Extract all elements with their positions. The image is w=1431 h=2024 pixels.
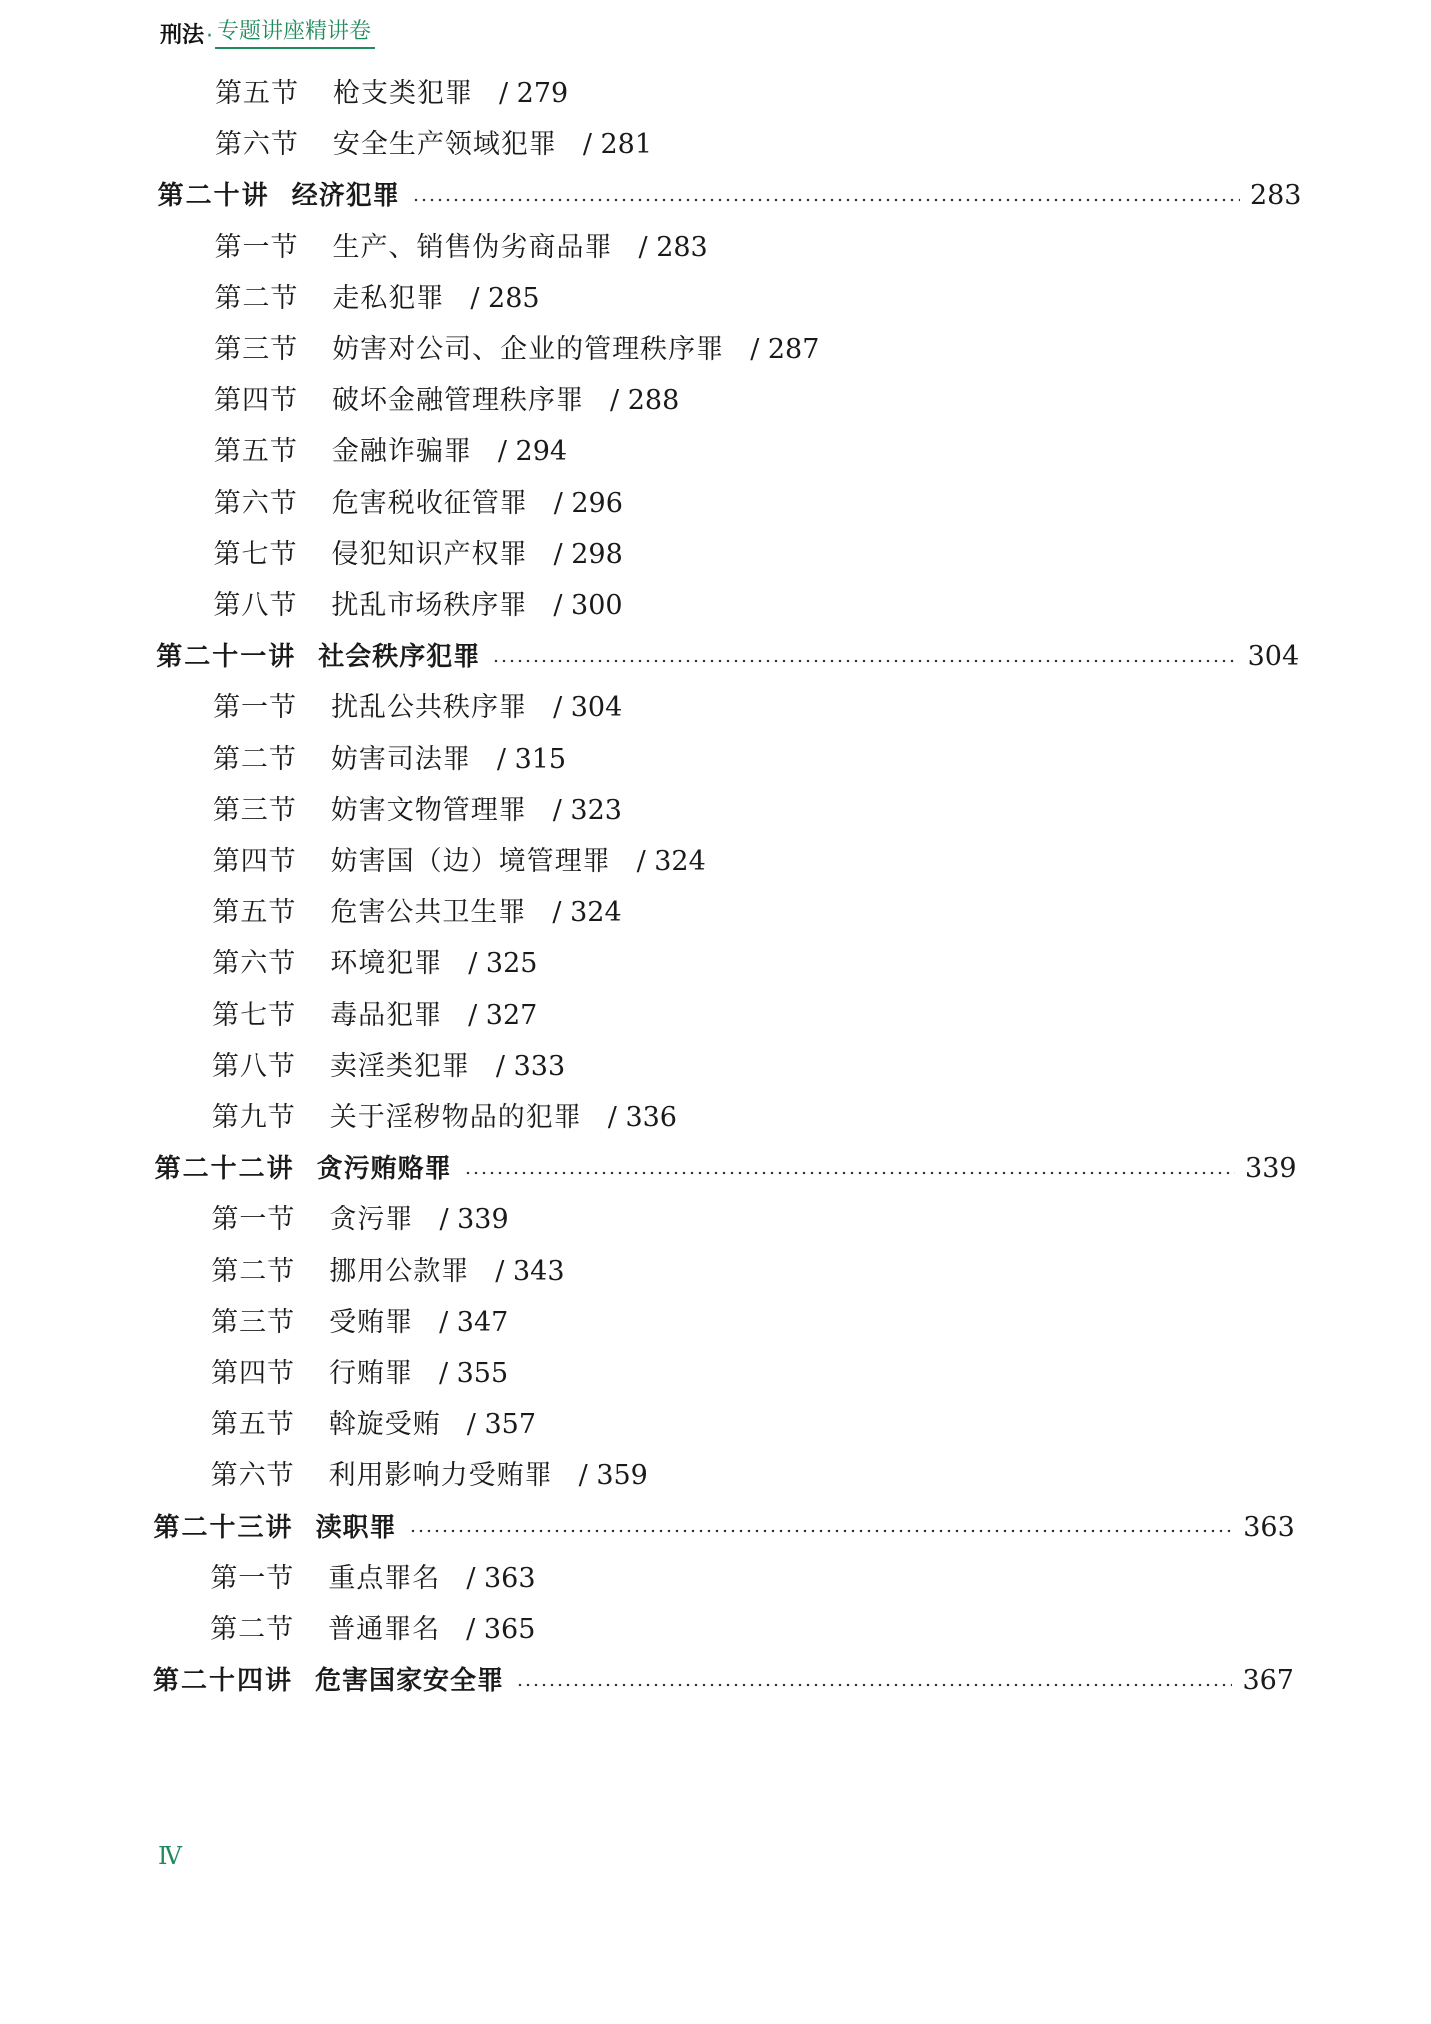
lecture-page-number: 304: [1247, 641, 1300, 673]
section-page-number: / 359: [578, 1460, 648, 1492]
section-title: 危害公共卫生罪: [330, 897, 527, 929]
toc-section-row[interactable]: [214, 336, 819, 363]
toc-section-row[interactable]: [212, 897, 622, 929]
section-title: 利用影响力受贿罪: [328, 1460, 553, 1492]
section-page-number: / 283: [638, 231, 708, 263]
section-title: 妨害国（边）境管理罪: [330, 846, 611, 877]
lecture-title: 渎职罪: [315, 1512, 397, 1543]
section-label: 第五节: [215, 78, 299, 109]
toc-lecture-row[interactable]: [156, 641, 1300, 673]
toc-lecture-row[interactable]: [157, 180, 1302, 212]
dot-leader: [464, 1171, 1235, 1175]
header-separator: ·: [206, 24, 214, 49]
toc-section-row[interactable]: [212, 794, 622, 826]
section-label: 第二节: [214, 282, 299, 314]
section-page-number: / 315: [496, 743, 567, 775]
section-page-number: / 347: [439, 1306, 509, 1338]
section-title: 关于淫秽物品的犯罪: [329, 1102, 582, 1133]
dot-leader: [516, 1683, 1232, 1687]
toc-section-row[interactable]: [213, 538, 623, 570]
toc-section-row[interactable]: [215, 80, 568, 107]
section-page-number: / 343: [495, 1255, 565, 1287]
toc-section-row[interactable]: [213, 592, 622, 619]
toc-section-row[interactable]: [210, 1409, 537, 1441]
section-title: 重点罪名: [328, 1562, 441, 1594]
section-title: 金融诈骗罪: [331, 436, 472, 468]
section-title: 妨害对公司、企业的管理秩序罪: [332, 334, 725, 365]
section-label: 第四节: [210, 1358, 295, 1389]
lecture-title: 危害国家安全罪: [315, 1666, 505, 1697]
dot-leader: [412, 198, 1240, 202]
section-label: 第一节: [213, 692, 298, 724]
lecture-label: 第二十三讲: [153, 1512, 294, 1543]
section-title: 环境犯罪: [330, 948, 443, 980]
section-title: 受贿罪: [329, 1306, 414, 1338]
section-title: 卖淫类犯罪: [329, 1050, 470, 1082]
section-title: 斡旋受贿: [328, 1409, 441, 1441]
series-title: 专题讲座精讲卷: [215, 14, 375, 49]
section-label: 第七节: [212, 999, 297, 1031]
section-label: 第八节: [213, 590, 298, 621]
section-page-number: / 324: [636, 846, 706, 877]
section-title: 扰乱公共秩序罪: [331, 692, 528, 724]
toc-lecture-row[interactable]: [153, 1511, 1295, 1543]
section-page-number: / 304: [553, 692, 623, 724]
section-label: 第一节: [211, 1204, 296, 1236]
section-label: 第六节: [214, 129, 299, 161]
section-title: 生产、销售伪劣商品罪: [332, 231, 613, 263]
section-title: 侵犯知识产权罪: [331, 538, 528, 570]
section-label: 第六节: [212, 948, 297, 980]
toc-lecture-row[interactable]: [154, 1153, 1297, 1185]
lecture-title: 贪污贿赂罪: [316, 1154, 452, 1185]
lecture-page-number: 339: [1245, 1153, 1297, 1185]
section-page-number: / 324: [552, 897, 622, 929]
lecture-page-number: 367: [1242, 1665, 1294, 1697]
section-page-number: / 327: [468, 999, 538, 1031]
section-label: 第八节: [211, 1050, 296, 1082]
section-label: 第三节: [211, 1306, 296, 1338]
lecture-title: 经济犯罪: [291, 181, 400, 212]
lecture-label: 第二十讲: [157, 181, 270, 212]
toc-section-row[interactable]: [210, 1562, 536, 1594]
section-title: 行贿罪: [328, 1358, 413, 1389]
section-title: 扰乱市场秩序罪: [331, 590, 528, 621]
section-label: 第五节: [212, 897, 297, 929]
running-header: [160, 14, 375, 49]
dot-leader: [492, 659, 1237, 663]
section-label: 第六节: [213, 487, 298, 519]
section-title: 安全生产领域犯罪: [332, 129, 557, 161]
section-page-number: / 281: [582, 129, 653, 161]
toc-section-row[interactable]: [214, 231, 708, 263]
lecture-label: 第二十四讲: [153, 1666, 294, 1697]
section-page-number: / 287: [750, 334, 820, 365]
section-page-number: / 363: [466, 1562, 536, 1594]
toc-section-row[interactable]: [211, 1360, 508, 1387]
section-label: 第五节: [213, 436, 298, 468]
section-page-number: / 323: [552, 794, 622, 826]
section-label: 第四节: [214, 385, 299, 417]
section-label: 第七节: [213, 538, 298, 570]
toc-section-row[interactable]: [213, 848, 706, 875]
section-page-number: / 355: [438, 1358, 509, 1389]
section-label: 第一节: [210, 1562, 295, 1594]
section-page-number: / 279: [499, 78, 569, 109]
toc-section-row[interactable]: [212, 1104, 677, 1131]
section-title: 枪支类犯罪: [333, 78, 473, 109]
lecture-label: 第二十一讲: [156, 642, 297, 673]
section-title: 危害税收征管罪: [331, 487, 528, 519]
toc-section-row[interactable]: [212, 999, 538, 1031]
toc-section-row[interactable]: [213, 436, 568, 468]
toc-section-row[interactable]: [210, 1616, 535, 1643]
toc-section-row[interactable]: [210, 1460, 648, 1492]
lecture-label: 第二十二讲: [154, 1154, 295, 1185]
lecture-page-number: 363: [1243, 1511, 1295, 1543]
toc-section-row[interactable]: [213, 487, 623, 519]
section-page-number: / 294: [497, 436, 568, 468]
section-title: 贪污罪: [329, 1204, 414, 1236]
section-label: 第五节: [210, 1409, 295, 1441]
section-label: 第三节: [214, 334, 299, 365]
toc-section-row[interactable]: [212, 948, 538, 980]
section-title: 破坏金融管理秩序罪: [332, 385, 585, 417]
section-label: 第九节: [211, 1102, 296, 1133]
book-title: 刑法: [160, 23, 205, 48]
page-folio: Ⅳ: [158, 1842, 182, 1870]
section-title: 妨害文物管理罪: [330, 794, 527, 826]
section-page-number: / 288: [610, 385, 680, 417]
section-title: 挪用公款罪: [329, 1255, 470, 1287]
toc-section-row[interactable]: [211, 1050, 566, 1082]
section-label: 第四节: [212, 846, 297, 877]
section-page-number: / 325: [468, 948, 538, 980]
toc-section-row[interactable]: [214, 129, 653, 161]
toc-section-row[interactable]: [212, 743, 567, 775]
toc-section-row[interactable]: [214, 385, 680, 417]
toc-section-row[interactable]: [211, 1204, 509, 1236]
toc-section-row[interactable]: [211, 1255, 565, 1287]
section-label: 第六节: [210, 1460, 295, 1492]
section-label: 第三节: [212, 794, 297, 826]
section-label: 第二节: [210, 1614, 295, 1645]
section-title: 走私犯罪: [332, 282, 445, 314]
section-label: 第二节: [212, 743, 297, 775]
toc-lecture-row[interactable]: [153, 1665, 1294, 1697]
section-page-number: / 285: [470, 282, 540, 314]
section-title: 妨害司法罪: [330, 743, 471, 775]
section-page-number: / 365: [466, 1614, 536, 1645]
section-title: 普通罪名: [328, 1614, 441, 1645]
section-page-number: / 333: [495, 1050, 566, 1082]
section-page-number: / 298: [553, 538, 623, 570]
section-page-number: / 339: [439, 1204, 509, 1236]
dot-leader: [409, 1529, 1234, 1533]
section-title: 毒品犯罪: [330, 999, 443, 1031]
section-page-number: / 357: [466, 1409, 537, 1441]
section-label: 第一节: [214, 231, 299, 263]
lecture-title: 社会秩序犯罪: [318, 642, 481, 673]
toc-section-row[interactable]: [214, 282, 540, 314]
section-page-number: / 296: [553, 487, 623, 519]
section-label: 第二节: [211, 1255, 296, 1287]
section-page-number: / 336: [607, 1102, 677, 1133]
toc-section-row[interactable]: [211, 1306, 509, 1338]
lecture-page-number: 283: [1249, 180, 1302, 212]
section-page-number: / 300: [553, 590, 623, 621]
toc-section-row[interactable]: [213, 692, 623, 724]
